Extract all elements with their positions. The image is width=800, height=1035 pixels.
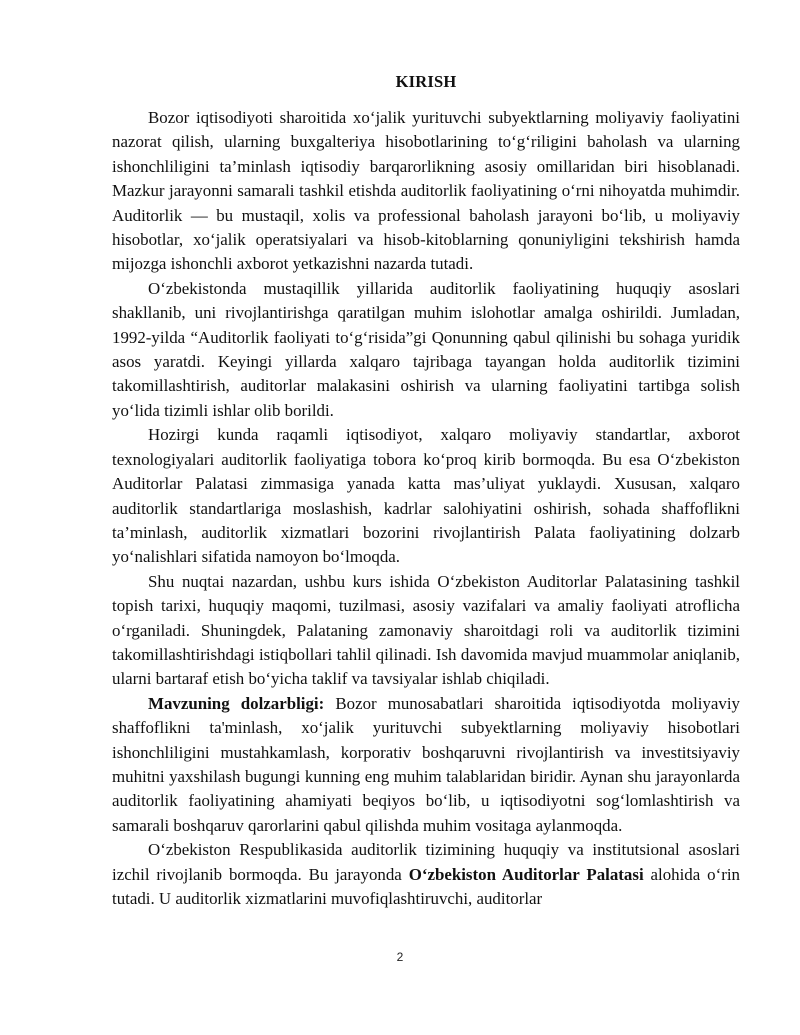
paragraph-6	[112, 838, 740, 911]
document-page	[112, 72, 740, 911]
paragraph-6-bold: O‘zbekiston Auditorlar Palatasi	[408, 864, 644, 884]
paragraph-2: O‘zbekistonda mustaqillik yillarida auditorlik faoliyatining huquqiy asoslari shakllanib, uni rivojlantirishga qaratilgan muhim islohotlar amalga oshirildi. Jumladan, 1992-yilda “Auditorlik faoliyati to‘g‘risida”gi Qonunning qabul qilinishi bu sohaga yuridik asos yaratdi. Keyingi yillarda xalqaro tajribaga tayangan holda auditorlik tizimini takomillashtirish, auditorlar malakasini oshirish va ularning faoliyatini tartibga solish yo‘lida tizimli ishlar olib borildi.	[112, 278, 740, 420]
relevance-lead: Mavzuning dolzarbligi:	[148, 693, 325, 713]
section-heading: KIRISH	[395, 72, 457, 91]
relevance-text: Bozor munosabatlari sharoitida iqtisodiyotda moliyaviy shaffoflikni ta'minlash, xo‘jalik yurituvchi subyektlarning moliyaviy hisobotlari ishonchliligini mustahkamlash, korporativ boshqaruvni rivojlantirish va investitsiyaviy muhitni yaxshilash bugungi kunning eng muhim talablaridan biridir. Aynan shu jarayonlarda auditorlik faoliyatining ahamiyati beqiyos bo‘lib, u iqtisodiyotni sog‘lomlashtirish va samarali boshqaruv qarorlarini qabul qilishda muhim vositaga aylanmoqda.	[112, 693, 740, 835]
paragraph-4: Shu nuqtai nazardan, ushbu kurs ishida O‘zbekiston Auditorlar Palatasining tashkil topish tarixi, huquqiy maqomi, tuzilmasi, asosiy vazifalari va amaliy faoliyati atroflicha o‘rganiladi. Shuningdek, Palataning zamonaviy sharoitdagi roli va auditorlik tizimini takomillashtirishdagi istiqbollari tahlil qilinadi. Ish davomida mavjud muammolar aniqlanib, ularni bartaraf etish bo‘yicha taklif va tavsiyalar ishlab chiqiladi.	[112, 571, 740, 689]
paragraph-1: Bozor iqtisodiyoti sharoitida xo‘jalik yurituvchi subyektlarning moliyaviy faoliyatini nazorat qilish, ularning buxgalteriya hisobotlarining to‘g‘riligini baholash va ularning ishonchliligini ta’minlash iqtisodiy barqarorlikning asosiy omillaridan biri hisoblanadi. Mazkur jarayonni samarali tashkil etishda auditorlik faoliyatining o‘rni nihoyatda muhimdir. Auditorlik — bu mustaqil, xolis va professional baholash jarayoni bo‘lib, u moliyaviy hisobotlar, xo‘jalik operatsiyalari va hisob-kitoblarning qonuniyligini tekshirish hamda mijozga ishonchli axborot yetkazishni nazarda tutadi.	[112, 108, 740, 274]
page-number: 2	[396, 950, 404, 964]
paragraph-3: Hozirgi kunda raqamli iqtisodiyot, xalqaro moliyaviy standartlar, axborot texnologiyalari auditorlik faoliyatiga tobora ko‘proq kirib bormoqda. Bu esa O‘zbekiston Auditorlar Palatasi zimmasiga yanada katta mas’uliyat yuklaydi. Xususan, xalqaro auditorlik standartlariga moslashish, kadrlar salohiyatini oshirish, sohada shaffoflikni ta’minlash, auditorlik xizmatlari bozorini rivojlantirish Palata faoliyatining dolzarb yo‘nalishlari sifatida namoyon bo‘lmoqda.	[112, 425, 740, 567]
paragraph-relevance	[112, 692, 740, 838]
paragraph-6-after: alohida o‘rin tutadi. U auditorlik xizmatlarini muvofiqlashtiruvchi, auditorlar	[112, 864, 740, 908]
paragraph-6-before: O‘zbekiston Respublikasida auditorlik tizimining huquqiy va institutsional asoslari izchil rivojlanib bormoqda. Bu jarayonda	[112, 840, 740, 884]
